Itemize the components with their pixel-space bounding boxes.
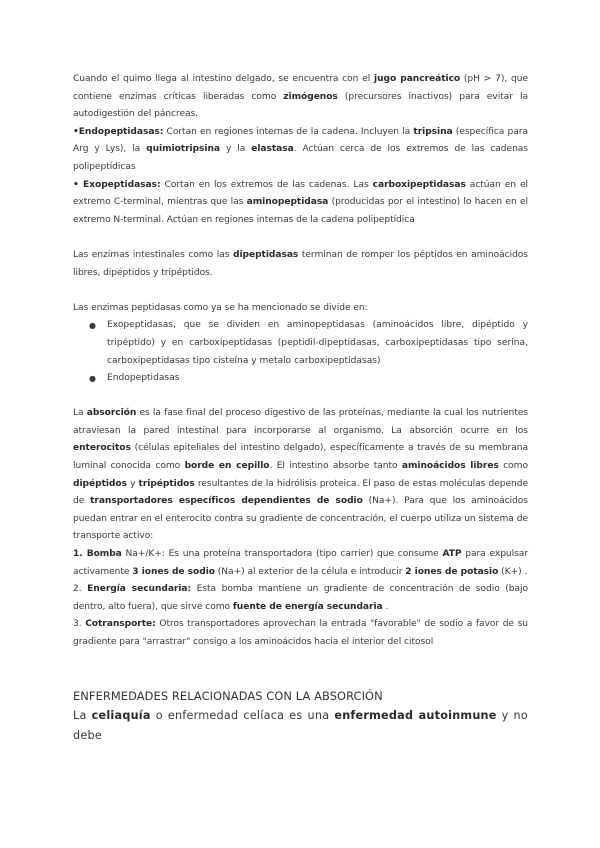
dipeptidasas-paragraph	[73, 247, 528, 282]
term-iones-sodio: 3 iones de sodio	[132, 566, 215, 577]
intro-paragraph	[73, 71, 528, 124]
text: terminan de romper los péptidos en aminoácidos libres, dipéptidos y tripéptidos.	[73, 249, 528, 278]
exopeptidasas-paragraph	[73, 177, 528, 230]
term-zimogenos: zimógenos	[283, 91, 338, 102]
text: Las enzimas intestinales como las	[73, 249, 233, 260]
term-borde-en-cepillo: borde en cepillo	[184, 461, 270, 472]
term-cotransporte: Cotransporte:	[85, 619, 156, 630]
term-elastasa: elastasa	[251, 144, 294, 155]
term-dipeptidasas: dipeptidasas	[232, 249, 299, 260]
step-3: 3. Cotransporte: Otros transportadores aprovechan la entrada "favorable" de sodio a favor de su gradiente para "arrastrar" consigo a los aminoácidos hacia el interior del citosol	[73, 619, 528, 647]
term-endopeptidasas: •Endopeptidasas:	[73, 126, 164, 137]
term-quimiotripsina: quimiotripsina	[146, 144, 220, 155]
list-item: ● Endopeptidasas	[73, 370, 528, 388]
list-intro: Las enzimas peptidasas como ya se ha mencionado se divide en:	[73, 302, 368, 313]
text: y la	[220, 144, 252, 155]
term-carboxipeptidasas: carboxipeptidasas	[372, 179, 466, 190]
peptidasas-list	[73, 317, 528, 387]
text: actúan en el extremo C-terminal, mientras que las	[73, 179, 529, 208]
section-heading: ENFERMEDADES RELACIONADAS CON LA ABSORCIÓN	[73, 688, 383, 703]
term-enfermedad-autoinmune: enfermedad autoinmune	[334, 708, 497, 722]
term-iones-potasio: 2 iones de potasio	[405, 566, 499, 577]
term-celiaquia: celiaquía	[91, 708, 151, 722]
term-jugo-pancreatico: jugo pancreático	[374, 74, 461, 84]
endopeptidasas-paragraph	[73, 124, 528, 177]
text: Cortan en regiones internas de la cadena. Incluyen la	[163, 126, 414, 137]
list-item: ● Exopeptidasas, que se dividen en aminopeptidasas (aminoácidos libre, dipéptido y tripéptido) y en carboxipeptidasas (peptidil-dipeptidasas, carboxipeptidasas tipo serina, carboxipeptidasas tipo cisteína y metalo carboxipeptidasas)	[73, 317, 528, 370]
step-1: 1. Bomba Na+/K+: Es una proteína transportadora (tipo carrier) que consume ATP para expulsar activamente 3 iones de sodio (Na+) al exterior de la célula e introducir 2 iones de potasio (K+) .	[73, 549, 529, 577]
term-exopeptidasas: • Exopeptidasas:	[73, 179, 161, 190]
term-fuente-energia: fuente de energía secundaria	[232, 601, 383, 612]
term-enterocitos: enterocitos	[73, 443, 131, 454]
text: Cuando el quimo llega al intestino delgado, se encuentra con el	[73, 74, 375, 84]
term-absorcion: absorción	[86, 408, 137, 419]
step-2: 2. Energía secundaria: Esta bomba mantiene un gradiente de concentración de sodio (bajo dentro, alto fuera), que sirve como fuente de energía secundaria .	[73, 584, 528, 612]
term-dipeptidos: dipéptidos	[73, 478, 127, 489]
term-atp: ATP	[442, 549, 462, 560]
text: Cortan en los extremos de las cadenas. Las	[160, 179, 373, 190]
term-tripeptidos: tripéptidos	[138, 478, 195, 489]
document-page	[73, 71, 528, 746]
bullet-icon: ●	[89, 374, 96, 384]
text: (producidas por el intestino) lo hacen en el extremo N-terminal. Actúan en regiones internas de la cadena polipeptídica	[73, 197, 528, 225]
term-aminopeptidasa: aminopeptidasa	[246, 197, 329, 208]
bullet-icon: ●	[89, 321, 96, 331]
term-energia-secundaria: Energía secundaria:	[87, 584, 192, 595]
text: . Actúan cerca de los extremos de las cadenas polipeptídicas	[73, 144, 528, 172]
text: (pH > 7), que contiene enzimas críticas liberadas como	[73, 74, 528, 102]
absorption-paragraph: La absorción es la fase final del proceso digestivo de las proteínas, mediante la cual los nutrientes atraviesan la pared intestinal para incorporarse al organismo. La absorción ocurre en los enterocitos (células epiteliales del intestino delgado), específicamente a través de su membrana luminal conocida como borde en cepillo. El intestino absorbe tanto aminoácidos libres como dipéptidos y tripéptidos resultantes de la hidrólisis proteica. El paso de estas moléculas depende de transportadores específicos dependientes de sodio (Na+). Para que los aminoácidos puedan entrar en el enterocito contra su gradiente de concentración, el cuerpo utiliza un sistema de transporte activo:	[73, 408, 529, 542]
celiaquia-paragraph: La celiaquía o enfermedad celíaca es una enfermedad autoinmune y no debe	[73, 708, 528, 742]
term-aminoacidos-libres: aminoácidos libres	[401, 461, 499, 472]
text: (específica para Arg y Lys), la	[73, 126, 528, 155]
term-tripsina: tripsina	[413, 126, 453, 137]
term-transportadores: transportadores específicos dependientes de sodio	[90, 496, 363, 507]
text: (precursores inactivos) para evitar la autodigestión del páncreas.	[73, 91, 528, 120]
